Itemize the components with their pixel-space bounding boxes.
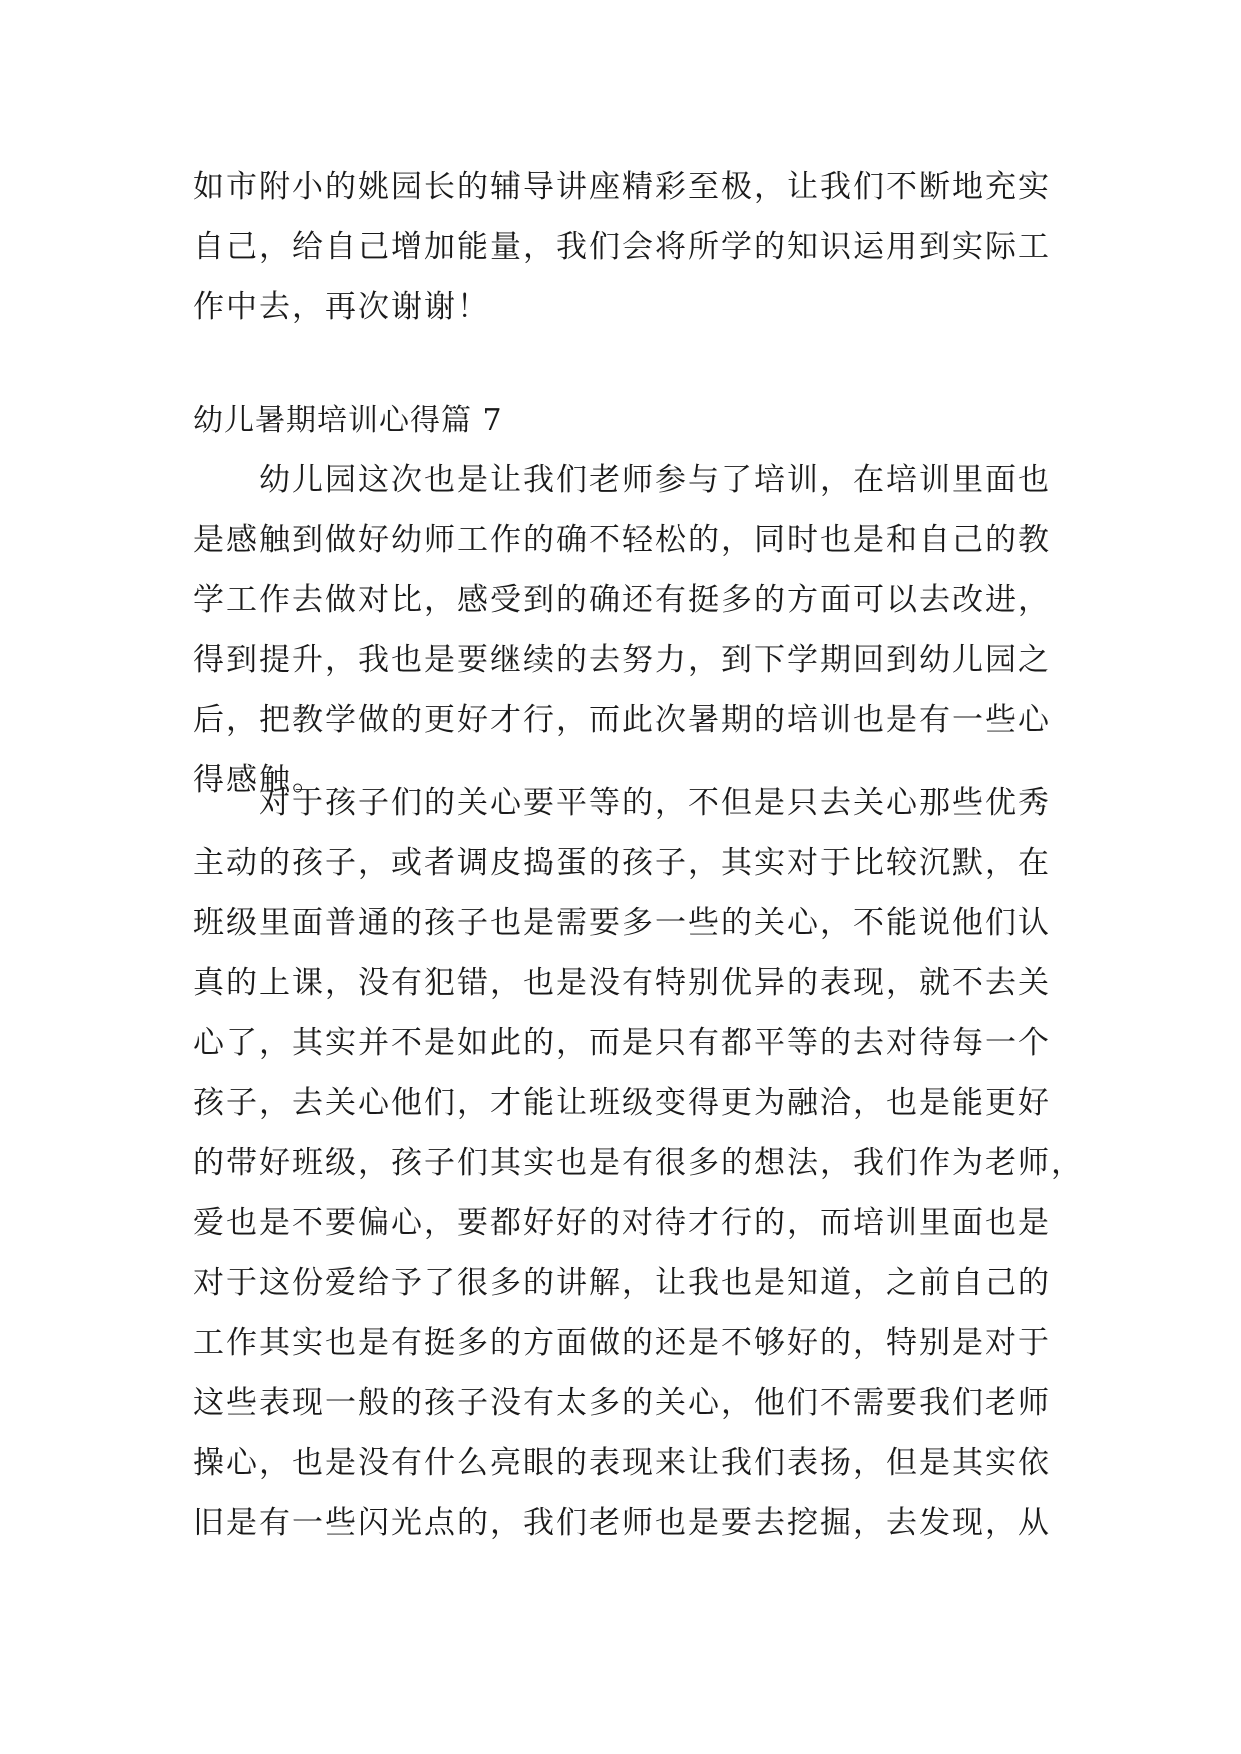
text-line: 如市附小的姚园长的辅导讲座精彩至极，让我们不断地充实 (193, 169, 1051, 205)
text-line: 班级里面普通的孩子也是需要多一些的关心，不能说他们认 (193, 905, 1051, 941)
text-line: 的带好班级，孩子们其实也是有很多的想法，我们作为老师， (193, 1145, 1084, 1181)
intro-paragraph (193, 157, 1063, 337)
text-line: 这些表现一般的孩子没有太多的关心，他们不需要我们老师 (193, 1385, 1051, 1421)
paragraph-2 (193, 773, 1084, 1553)
text-line: 主动的孩子，或者调皮捣蛋的孩子，其实对于比较沉默，在 (193, 845, 1051, 881)
text-line: 旧是有一些闪光点的，我们老师也是要去挖掘，去发现，从 (193, 1505, 1051, 1541)
text-line: 得到提升，我也是要继续的去努力，到下学期回到幼儿园之 (193, 642, 1051, 678)
text-line: 真的上课，没有犯错，也是没有特别优异的表现，就不去关 (193, 965, 1051, 1001)
text-line: 工作其实也是有挺多的方面做的还是不够好的，特别是对于 (193, 1325, 1051, 1361)
text-line: 对于这份爱给予了很多的讲解，让我也是知道，之前自己的 (193, 1265, 1051, 1301)
paragraph-1 (193, 450, 1063, 810)
text-line: 对于孩子们的关心要平等的，不但是只去关心那些优秀 (259, 785, 1051, 821)
text-line: 心了，其实并不是如此的，而是只有都平等的去对待每一个 (193, 1025, 1051, 1061)
text-line: 幼儿园这次也是让我们老师参与了培训，在培训里面也 (259, 462, 1051, 498)
text-line: 后，把教学做的更好才行，而此次暑期的培训也是有一些心 (193, 702, 1051, 738)
text-line: 爱也是不要偏心，要都好好的对待才行的，而培训里面也是 (193, 1205, 1051, 1241)
text-line: 操心，也是没有什么亮眼的表现来让我们表扬，但是其实依 (193, 1445, 1051, 1481)
text-line: 得感触。 (193, 762, 325, 798)
section-heading: 幼儿暑期培训心得篇 7 (193, 403, 503, 438)
text-line: 自己，给自己增加能量，我们会将所学的知识运用到实际工 (193, 229, 1051, 265)
text-line: 作中去，再次谢谢！ (193, 289, 490, 325)
text-line: 是感触到做好幼师工作的确不轻松的，同时也是和自己的教 (193, 522, 1051, 558)
text-line: 孩子，去关心他们，才能让班级变得更为融洽，也是能更好 (193, 1085, 1051, 1121)
text-line: 学工作去做对比，感受到的确还有挺多的方面可以去改进， (193, 582, 1051, 618)
